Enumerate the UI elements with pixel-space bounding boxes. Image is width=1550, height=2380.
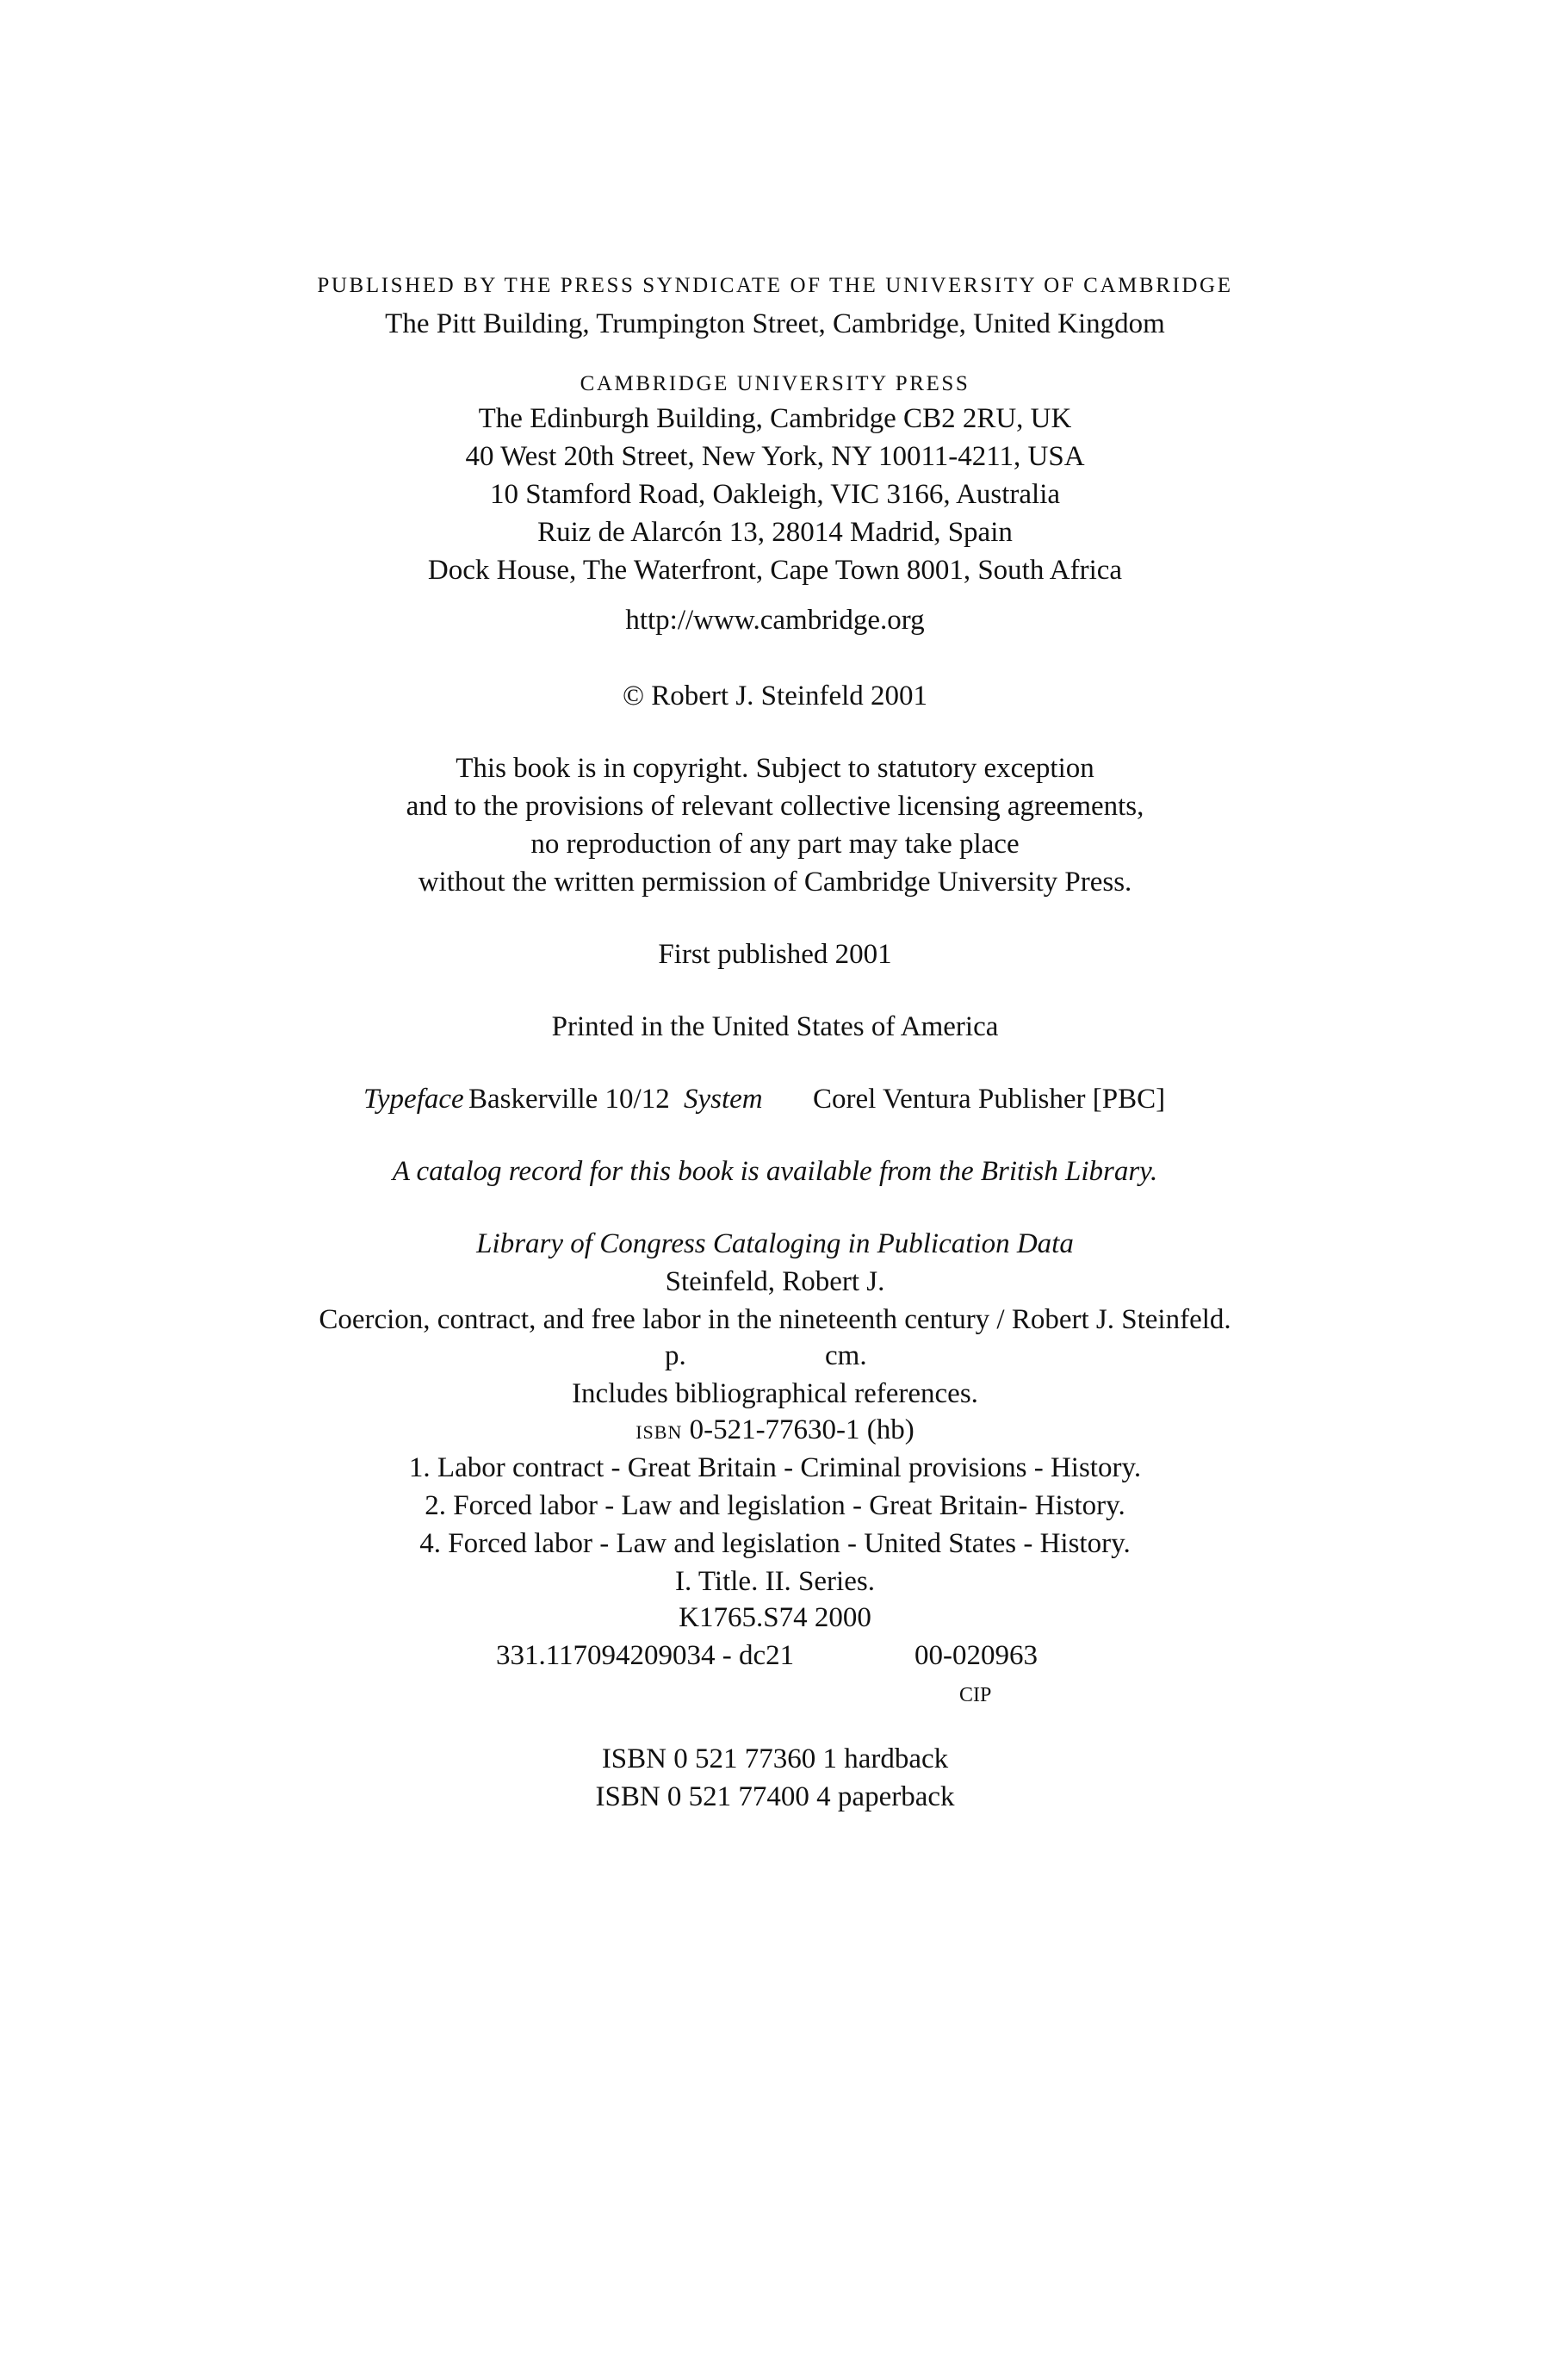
- notice-line: This book is in copyright. Subject to statutory exception: [456, 753, 1094, 784]
- cip-isbn-value: 0-521-77630-1 (hb): [689, 1414, 914, 1445]
- address-line: Dock House, The Waterfront, Cape Town 8001, South Africa: [427, 555, 1123, 586]
- cip-heading: Library of Congress Cataloging in Publication Data: [476, 1228, 1074, 1259]
- cip-isbn-label: ISBN: [636, 1421, 683, 1443]
- cip-mark: CIP: [959, 1684, 992, 1706]
- isbn-paperback: ISBN 0 521 77400 4 paperback: [595, 1781, 955, 1812]
- cip-pages: p.: [665, 1340, 686, 1371]
- catalog-record: A catalog record for this book is available from the British Library.: [392, 1156, 1158, 1187]
- cip-subject: 2. Forced labor - Law and legislation - Great Britain- History.: [425, 1490, 1125, 1521]
- printed-in: Printed in the United States of America: [551, 1011, 999, 1042]
- cip-lccn: 00-020963: [914, 1640, 1038, 1671]
- press-name: CAMBRIDGE UNIVERSITY PRESS: [580, 372, 970, 395]
- cip-cm: cm.: [825, 1340, 867, 1371]
- isbn-hardback: ISBN 0 521 77360 1 hardback: [601, 1743, 949, 1774]
- address-line: 10 Stamford Road, Oakleigh, VIC 3166, Australia: [489, 479, 1061, 510]
- cip-title-series: I. Title. II. Series.: [675, 1566, 875, 1597]
- address-line: The Edinburgh Building, Cambridge CB2 2RU, UK: [478, 403, 1072, 434]
- cip-title: Coercion, contract, and free labor in the nineteenth century / Robert J. Steinfeld.: [319, 1304, 1231, 1335]
- cip-author: Steinfeld, Robert J.: [665, 1266, 885, 1297]
- cip-call-number: K1765.S74 2000: [679, 1602, 871, 1633]
- typeface-value: Baskerville 10/12: [468, 1084, 670, 1115]
- address-line: 40 West 20th Street, New York, NY 10011-4211, USA: [465, 441, 1085, 472]
- cip-subject: 4. Forced labor - Law and legislation - United States - History.: [419, 1528, 1131, 1559]
- address-line: Ruiz de Alarcón 13, 28014 Madrid, Spain: [537, 517, 1013, 548]
- notice-line: no reproduction of any part may take place: [530, 829, 1020, 860]
- syndicate-address: The Pitt Building, Trumpington Street, Cambridge, United Kingdom: [385, 308, 1165, 339]
- cip-includes: Includes bibliographical references.: [572, 1378, 978, 1409]
- system-value: Corel Ventura Publisher [PBC]: [813, 1084, 1166, 1115]
- system-label: System: [684, 1084, 763, 1115]
- website-url: http://www.cambridge.org: [625, 605, 925, 636]
- typeface-label: Typeface: [363, 1084, 464, 1115]
- cip-subject: 1. Labor contract - Great Britain - Criminal provisions - History.: [408, 1452, 1142, 1483]
- notice-line: without the written permission of Cambridge University Press.: [418, 867, 1132, 898]
- cip-isbn-line: [0, 1411, 1550, 1451]
- notice-line: and to the provisions of relevant collective licensing agreements,: [406, 791, 1144, 822]
- syndicate-heading: PUBLISHED BY THE PRESS SYNDICATE OF THE UNIVERSITY OF CAMBRIDGE: [317, 274, 1233, 297]
- cip-dewey: 331.117094209034 - dc21: [496, 1640, 795, 1671]
- first-published: First published 2001: [658, 939, 892, 970]
- copyright-line: © Robert J. Steinfeld 2001: [622, 680, 928, 712]
